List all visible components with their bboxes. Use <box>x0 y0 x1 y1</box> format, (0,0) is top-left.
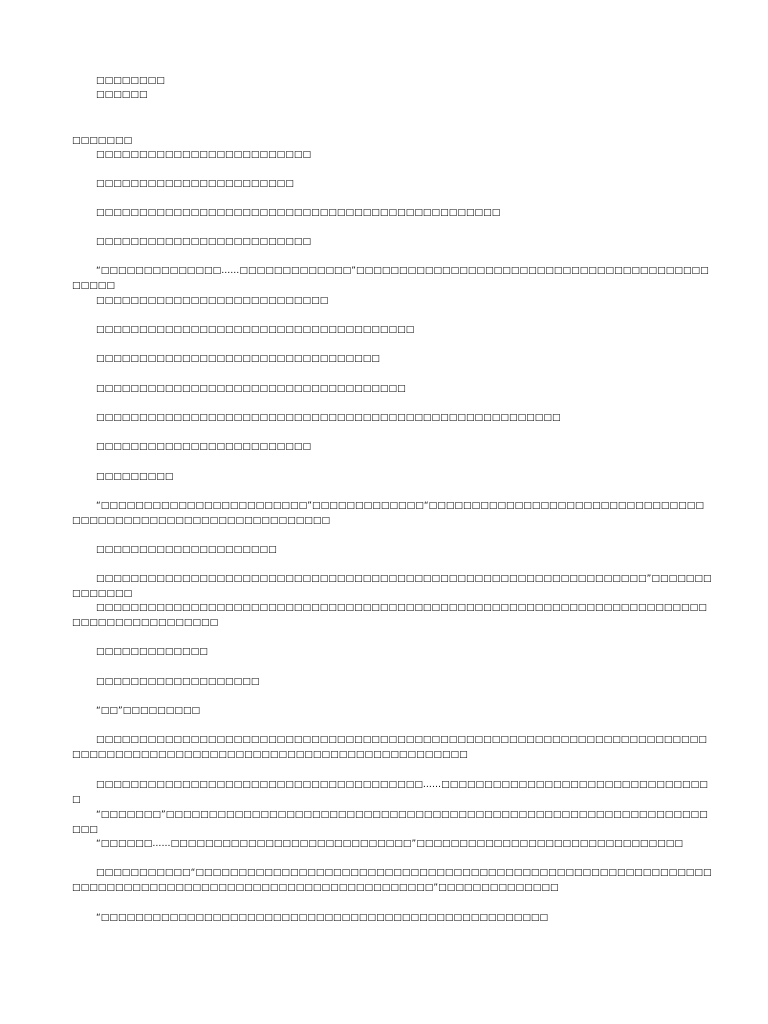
paragraph: □□□□□□□□□ <box>96 472 174 482</box>
paragraph: □□□□□□□□□□□□□□□□□□□□□□□□□□□□□□□□□□□□□□□□□□□□□□□□□□□□□□□□□□□□□□□□”□□□□□□□□□□□□□□ <box>72 574 712 599</box>
paragraph: “□□”□□□□□□□□□ <box>96 706 201 716</box>
paragraph: □□□□□□□□□□□□□□□□□□□□□□□□□□□□□□□□□□□□□□□□□□□□□□□□□□□□□□□□□□□□□□□□□□□□□□□□□□□□□□□□□□□□□□□□□□□□□□□□□□□□□□□□□□□□□□□□□□□□□ <box>72 735 707 760</box>
paragraph: □□□□□□□□□□□“□□□□□□□□□□□□□□□□□□□□□□□□□□□□□□□□□□□□□□□□□□□□□□□□□□□□□□□□□□□□□□□□□□□□□□□□□□□□□□□□□□□□□□□□□□□□□□□□□□□□□□”□□□□□□□□□□□□□□ <box>72 868 712 893</box>
paragraph: □□□□□□□□□□□□□□□□□□□□□□□□□□□ <box>96 296 329 306</box>
paragraph: “□□□□□□□”□□□□□□□□□□□□□□□□□□□□□□□□□□□□□□□□□□□□□□□□□□□□□□□□□□□□□□□□□□□□□□□□□□ <box>72 810 708 835</box>
paragraph: □□□□□□□□□□□□□ <box>96 647 208 657</box>
paragraph: □□□□□□□□□□□□□□□□□□□□□□□□□□□□□□□□□□□□□ <box>96 325 415 335</box>
paragraph: □□□□□□□□□□□□□□□□□□□□□□□□□□□□□□□□□□□□ <box>96 384 406 394</box>
paragraph: □□□□□□□□□□□□□□□□□□□□□□□□□□□□□□□□□□□□□□□□□□□□□□□ <box>96 208 501 218</box>
paragraph: “□□□□□□□□□□□□□□□□□□□□□□□□”□□□□□□□□□□□□□“□□□□□□□□□□□□□□□□□□□□□□□□□□□□□□□□□□□□□□□□□□□□□□□□□□□□□□□□□□□□□□ <box>72 501 704 526</box>
paragraph: □□□□□□□□□□□□□□□□□□□□□□□□□□□□□□□□□□□□□□□□□□□□□□□□□□□□□□□□□□□□□□□□□□□□□□□□□□□□□□□□□□□□□□□□ <box>72 603 707 628</box>
paragraph: □□□□□□□□□□□□□□□□□□□ <box>96 677 260 687</box>
paragraph: □□□□□□□□□□□□□□□□□□□□□□□□□□□□□□□□□□□□□□□□□□□□□□□□□□□□□□ <box>96 413 561 423</box>
paragraph: “□□□□□□□□□□□□□□□□□□□□□□□□□□□□□□□□□□□□□□□□□□□□□□□□□□□□ <box>96 913 549 923</box>
header-line-1: □□□□□□□□ <box>96 76 165 86</box>
section-heading: □□□□□□□ <box>72 136 133 146</box>
paragraph: □□□□□□□□□□□□□□□□□□□□□□□□□ <box>96 237 312 247</box>
paragraph: □□□□□□□□□□□□□□□□□□□□□□□□□ <box>96 442 312 452</box>
paragraph: □□□□□□□□□□□□□□□□□□□□□ <box>96 545 277 555</box>
paragraph: “□□□□□□……□□□□□□□□□□□□□□□□□□□□□□□□□□□□”□□□□□□□□□□□□□□□□□□□□□□□□□□□□□□□ <box>96 839 683 849</box>
header-line-2: □□□□□□ <box>96 90 148 100</box>
paragraph: □□□□□□□□□□□□□□□□□□□□□□□□□ <box>96 150 312 160</box>
paragraph: □□□□□□□□□□□□□□□□□□□□□□□□□□□□□□□□□ <box>96 354 380 364</box>
paragraph: □□□□□□□□□□□□□□□□□□□□□□□□□□□□□□□□□□□□□□……□□□□□□□□□□□□□□□□□□□□□□□□□□□□□□□□ <box>72 780 708 805</box>
paragraph: “□□□□□□□□□□□□□□……□□□□□□□□□□□□□”□□□□□□□□□□□□□□□□□□□□□□□□□□□□□□□□□□□□□□□□□□□□□□ <box>72 266 709 291</box>
paragraph: □□□□□□□□□□□□□□□□□□□□□□□ <box>96 179 294 189</box>
